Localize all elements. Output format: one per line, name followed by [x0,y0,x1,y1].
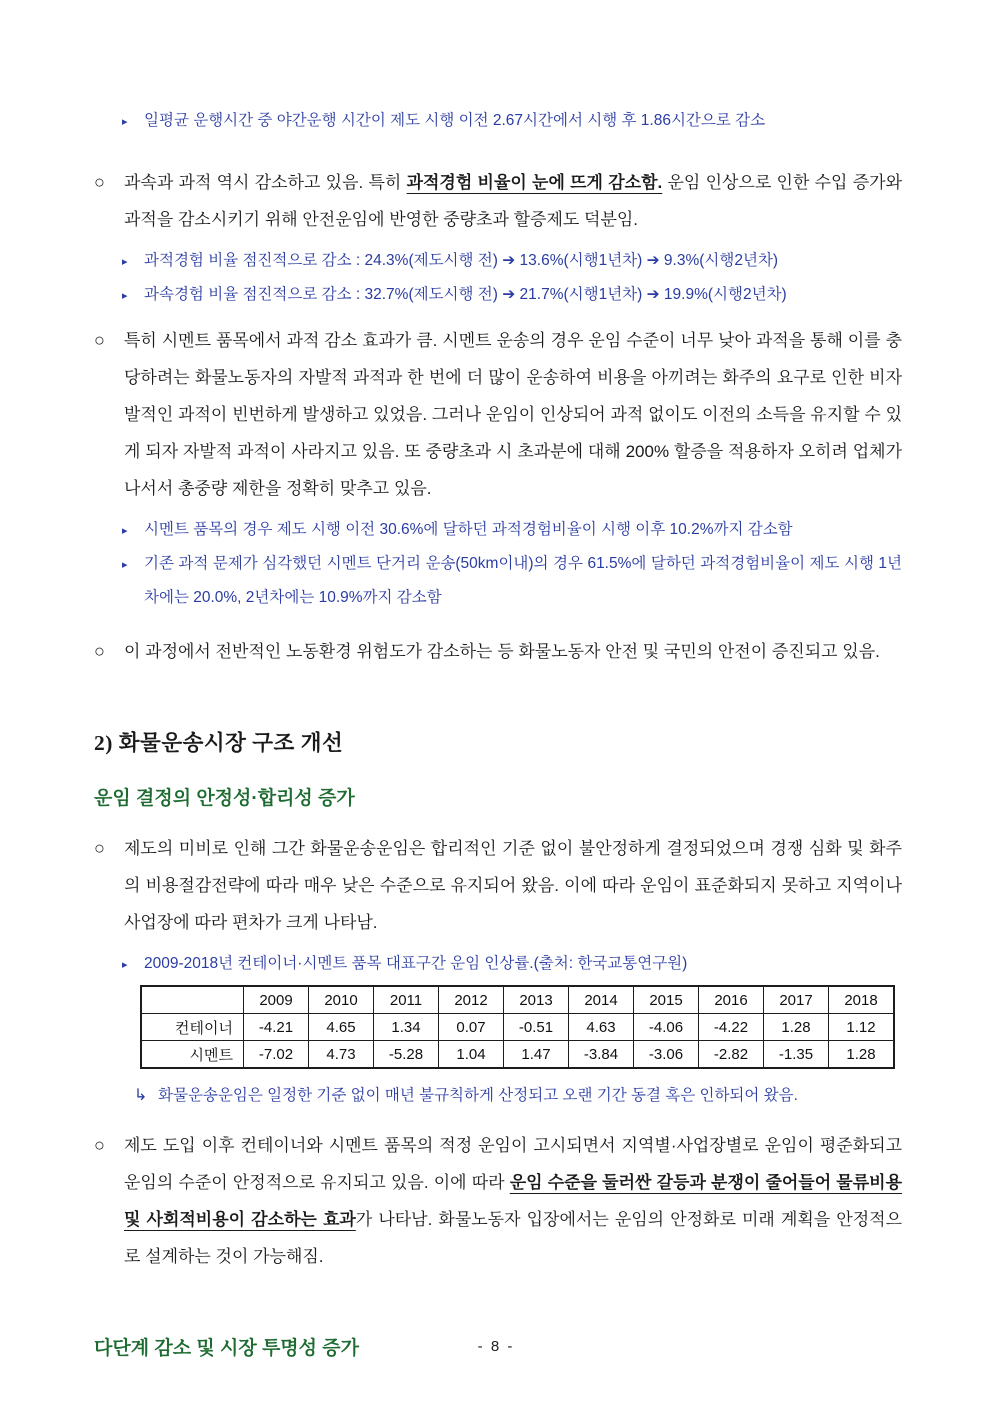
table-cell: 1.12 [829,1014,895,1041]
circle-bullet-icon: ○ [94,838,105,858]
table-row-label: 시멘트 [141,1041,244,1069]
sub-bullet-text: 시멘트 품목의 경우 제도 시행 이전 30.6%에 달하던 과적경험비율이 시행 이후 10.2%까지 감소함 [144,521,793,538]
table-cell: -7.02 [244,1041,309,1069]
intro-bullet [122,104,902,138]
paragraph-fare-instability [94,830,902,941]
sub-bullet-cement-short-distance [122,547,902,615]
table-year-header: 2010 [309,986,374,1014]
table-year-header: 2015 [634,986,699,1014]
table-cell: -4.22 [699,1014,764,1041]
table-year-header: 2012 [439,986,504,1014]
table-cell: 1.47 [504,1041,569,1069]
table-cell: -4.21 [244,1014,309,1041]
circle-bullet-icon: ○ [94,172,105,192]
table-year-header: 2009 [244,986,309,1014]
triangle-bullet-icon: ▸ [122,525,128,537]
table-cell: -3.06 [634,1041,699,1069]
paragraph-text: 특히 시멘트 품목에서 과적 감소 효과가 큼. 시멘트 운송의 경우 운임 수준이 너무 낮아 과적을 통해 이를 충당하려는 화물노동자의 자발적 과적과 한 번에 더 많이 운송하여 비용을 아끼려는 화주의 요구로 인한 비자발적인 과적이 빈번하게 발생하고 있었음. 그러나 운임이 인상되어 과적 없이도 이전의 소득을 유지할 수 있게 되자 자발적 과적이 사라지고 있음. 또 중량초과 시 초과분에 대해 200% 할증을 적용하자 오히려 업체가 나서서 총중량 제한을 정확히 맞추고 있음. [124,331,902,498]
table-cell: -4.06 [634,1014,699,1041]
circle-bullet-icon: ○ [94,1135,105,1155]
paragraph-text [124,1127,902,1275]
table-cell: -3.84 [569,1041,634,1069]
sub-bullet-overspeed-rate [122,278,902,312]
paragraph-speed-overload [94,164,902,238]
triangle-bullet-icon: ▸ [122,559,128,571]
table-cell: 1.28 [829,1041,895,1069]
paragraph-safety-improvement [94,633,902,670]
subheading-market-transparency: 다단계 감소 및 시장 투명성 증가 [94,1338,359,1359]
paragraph-text [124,164,902,238]
triangle-bullet-icon: ▸ [122,959,128,971]
sub-bullet-text: 기존 과적 문제가 심각했던 시멘트 단거리 운송(50km이내)의 경우 61.5%에 달하던 과적경험비율이 제도 시행 1년차에는 20.0%, 2년차에는 10.9%까지 감소함 [144,555,902,606]
table-year-header: 2014 [569,986,634,1014]
table-year-header: 2013 [504,986,569,1014]
subheading-fare-stability: 운임 결정의 안정성·합리성 증가 [94,788,355,809]
table-cell: -0.51 [504,1014,569,1041]
p1-post: 운임 인상으로 인한 수입 증가와 과적을 감소시키기 위해 안전운임에 반영한 중량초과 할증제도 덕분임. [124,173,902,229]
triangle-bullet-icon: ▸ [122,290,128,302]
section-heading-market-structure: 2) 화물운송시장 구조 개선 [94,731,344,755]
p5-post: 가 나타남. 화물노동자 입장에서는 운임의 안정화로 미래 계획을 안정적으로 설계하는 것이 가능해짐. [124,1210,902,1266]
table-cell: 1.34 [374,1014,439,1041]
table-row-label: 컨테이너 [141,1014,244,1041]
table-cell: 1.28 [764,1014,829,1041]
paragraph-text: 이 과정에서 전반적인 노동환경 위험도가 감소하는 등 화물노동자 안전 및 국민의 안전이 증진되고 있음. [124,642,880,661]
table-cell: -1.35 [764,1041,829,1069]
table-cell: 4.63 [569,1014,634,1041]
return-arrow-icon: ↳ [134,1087,148,1104]
table-caption-bullet [122,947,902,981]
paragraph-text: 제도의 미비로 인해 그간 화물운송운임은 합리적인 기준 없이 불안정하게 결정되었으며 경쟁 심화 및 화주의 비용절감전략에 따라 매우 낮은 수준으로 유지되어 왔음. 이에 따라 운임이 표준화되지 못하고 지역이나 사업장에 따라 편차가 크게 나타남. [124,839,902,932]
table-cell: -2.82 [699,1041,764,1069]
table-note [134,1081,902,1111]
page-number: - 8 - [477,1338,515,1355]
p1-emphasis: 과적경험 비율이 눈에 뜨게 감소함. [406,173,663,192]
sub-bullet-cement-rate [122,513,902,547]
sub-bullet-overload-rate [122,244,902,278]
table-cell: 4.65 [309,1014,374,1041]
p1-pre: 과속과 과적 역시 감소하고 있음. 특히 [124,173,407,192]
table-year-header: 2011 [374,986,439,1014]
table-cell: -5.28 [374,1041,439,1069]
table-year-header: 2018 [829,986,895,1014]
table-corner-cell [141,986,244,1014]
table-note-text: 화물운송운임은 일정한 기준 없이 매년 불규칙하게 산정되고 오랜 기간 동결 혹은 인하되어 왔음. [158,1087,798,1104]
table-year-header: 2017 [764,986,829,1014]
table-cell: 4.73 [309,1041,374,1069]
table-header-row [141,986,894,1014]
table-cell: 1.04 [439,1041,504,1069]
intro-bullet-text: 일평균 운행시간 중 야간운행 시간이 제도 시행 이전 2.67시간에서 시행 후 1.86시간으로 감소 [144,112,766,129]
p5-emphasis: 운임 수준을 둘러싼 갈등과 분쟁이 줄어들어 물류비용 및 사회적비용이 감소하는 효과 [124,1173,902,1229]
sub-bullet-text: 과적경험 비율 점진적으로 감소 : 24.3%(제도시행 전) ➔ 13.6%(시행1년차) ➔ 9.3%(시행2년차) [144,252,779,269]
paragraph-cement-overload [94,322,902,507]
paragraph-fare-standardization [94,1127,902,1275]
triangle-bullet-icon: ▸ [122,116,128,128]
triangle-bullet-icon: ▸ [122,256,128,268]
p5-pre: 제도 도입 이후 컨테이너와 시멘트 품목의 적정 운임이 고시되면서 지역별·사업장별로 운임이 평준화되고 운임의 수준이 안정적으로 유지되고 있음. 이에 따라 [124,1136,902,1192]
circle-bullet-icon: ○ [94,641,105,661]
fare-increase-rate-table [140,985,895,1069]
table-cell: 0.07 [439,1014,504,1041]
sub-bullet-text: 과속경험 비율 점진적으로 감소 : 32.7%(제도시행 전) ➔ 21.7%(시행1년차) ➔ 19.9%(시행2년차) [144,286,787,303]
table-row [141,1041,894,1069]
table-row [141,1014,894,1041]
table-year-header: 2016 [699,986,764,1014]
table-caption-text: 2009-2018년 컨테이너·시멘트 품목 대표구간 운임 인상률.(출처: 한국교통연구원) [144,955,688,972]
circle-bullet-icon: ○ [94,330,105,350]
